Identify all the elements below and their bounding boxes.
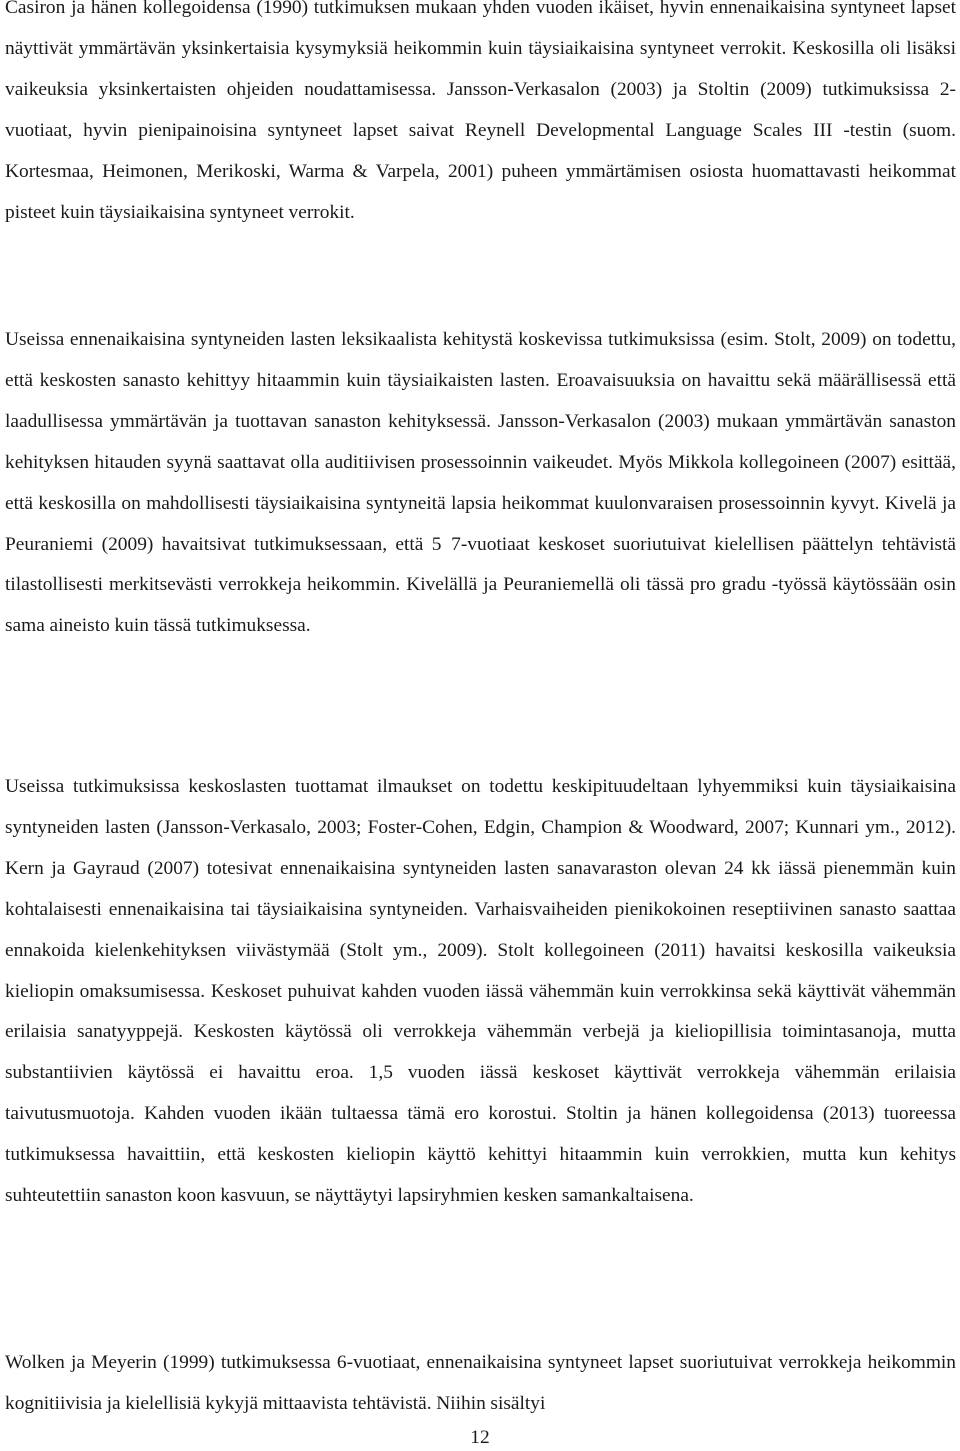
page-number: 12 bbox=[470, 1427, 490, 1448]
paragraph-3: Useissa tutkimuksissa keskoslasten tuottamat ilmaukset on todettu keskipituudeltaan lyhyemmiksi kuin täysiaikaisina syntyneiden lasten (Jansson-Verkasalo, 2003; Foster-Cohen, Edgin, Champion & Woodward, 2007; Kunnari ym., 2012). Kern ja Gayraud (2007) totesivat ennenaikaisina syntyneiden lasten sanavaraston olevan 24 kk iässä pienemmän kuin kohtalaisesti ennenaikaisina tai täysiaikaisina syntyneiden. Varhaisvaiheiden pienikokoinen reseptiivinen sanasto saattaa ennakoida kielenkehityksen viivästymää (Stolt ym., 2009). Stolt kollegoineen (2011) havaitsi keskosilla vaikeuksia kieliopin omaksumisessa. Keskoset puhuivat kahden vuoden iässä vähemmän kuin verrokkinsa sekä käyttivät vähemmän erilaisia sanatyyppejä. Keskosten käytössä oli verrokkeja vähemmän verbejä ja kieliopillisia toimintasanoja, mutta substantiivien käytössä ei havaittu eroa. 1,5 vuoden iässä keskoset käyttivät verrokkeja vähemmän erilaisia taivutusmuotoja. Kahden vuoden ikään tultaessa tämä ero korostui. Stoltin ja hänen kollegoidensa (2013) tuoreessa tutkimuksessa havaittiin, että keskosten kieliopin käyttö kehittyi hitaammin kuin verrokkien, mutta kun kehitys suhteutettiin sanaston koon kasvuun, se näyttäytyi lapsiryhmien kesken samankaltaisena. bbox=[5, 776, 956, 1207]
paragraph-1: Casiron ja hänen kollegoidensa (1990) tutkimuksen mukaan yhden vuoden ikäiset, hyvin ennenaikaisina syntyneet lapset näyttivät ymmärtävän yksinkertaisia kysymyksiä heikommin kuin täysiaikaisina syntyneet verrokit. Keskosilla oli lisäksi vaikeuksia yksinkertaisten ohjeiden noudattamisessa. Jansson-Verkasalon (2003) ja Stoltin (2009) tutkimuksissa 2-vuotiaat, hyvin pienipainoisina syntyneet lapset saivat Reynell Developmental Language Scales III -testin (suom. Kortesmaa, Heimonen, Merikoski, Warma & Varpela, 2001) puheen ymmärtämisen osiosta huomattavasti heikommat pisteet kuin täysiaikaisina syntyneet verrokit. bbox=[5, 0, 956, 223]
paragraph-4: Wolken ja Meyerin (1999) tutkimuksessa 6-vuotiaat, ennenaikaisina syntyneet lapset suoriutuivat verrokkeja heikommin kognitiivisia ja kielellisiä kykyjä mittaavista tehtävistä. Niihin sisältyi bbox=[5, 1352, 956, 1414]
paragraph-2: Useissa ennenaikaisina syntyneiden lasten leksikaalista kehitystä koskevissa tutkimuksissa (esim. Stolt, 2009) on todettu, että keskosten sanasto kehittyy hitaammin kuin täysiaikaisten lasten. Eroavaisuuksia on havaittu sekä määrällisessä että laadullisessa ymmärtävän ja tuottavan sanaston kehityksessä. Jansson-Verkasalon (2003) mukaan ymmärtävän sanaston kehityksen hitauden syynä saattavat olla auditiivisen prosessoinnin vaikeudet. Myös Mikkola kollegoineen (2007) esittää, että keskosilla on mahdollisesti täysiaikaisina syntyneitä lapsia heikommat kuulonvaraisen prosessoinnin kyvyt. Kivelä ja Peuraniemi (2009) havaitsivat tutkimuksessaan, että 5 7-vuotiaat keskoset suoriutuivat kielellisen päättelyn tehtävistä tilastollisesti merkitsevästi verrokkeja heikommin. Kivelällä ja Peuraniemellä oli tässä pro gradu -työssä käytössään osin sama aineisto kuin tässä tutkimuksessa. bbox=[5, 329, 956, 637]
